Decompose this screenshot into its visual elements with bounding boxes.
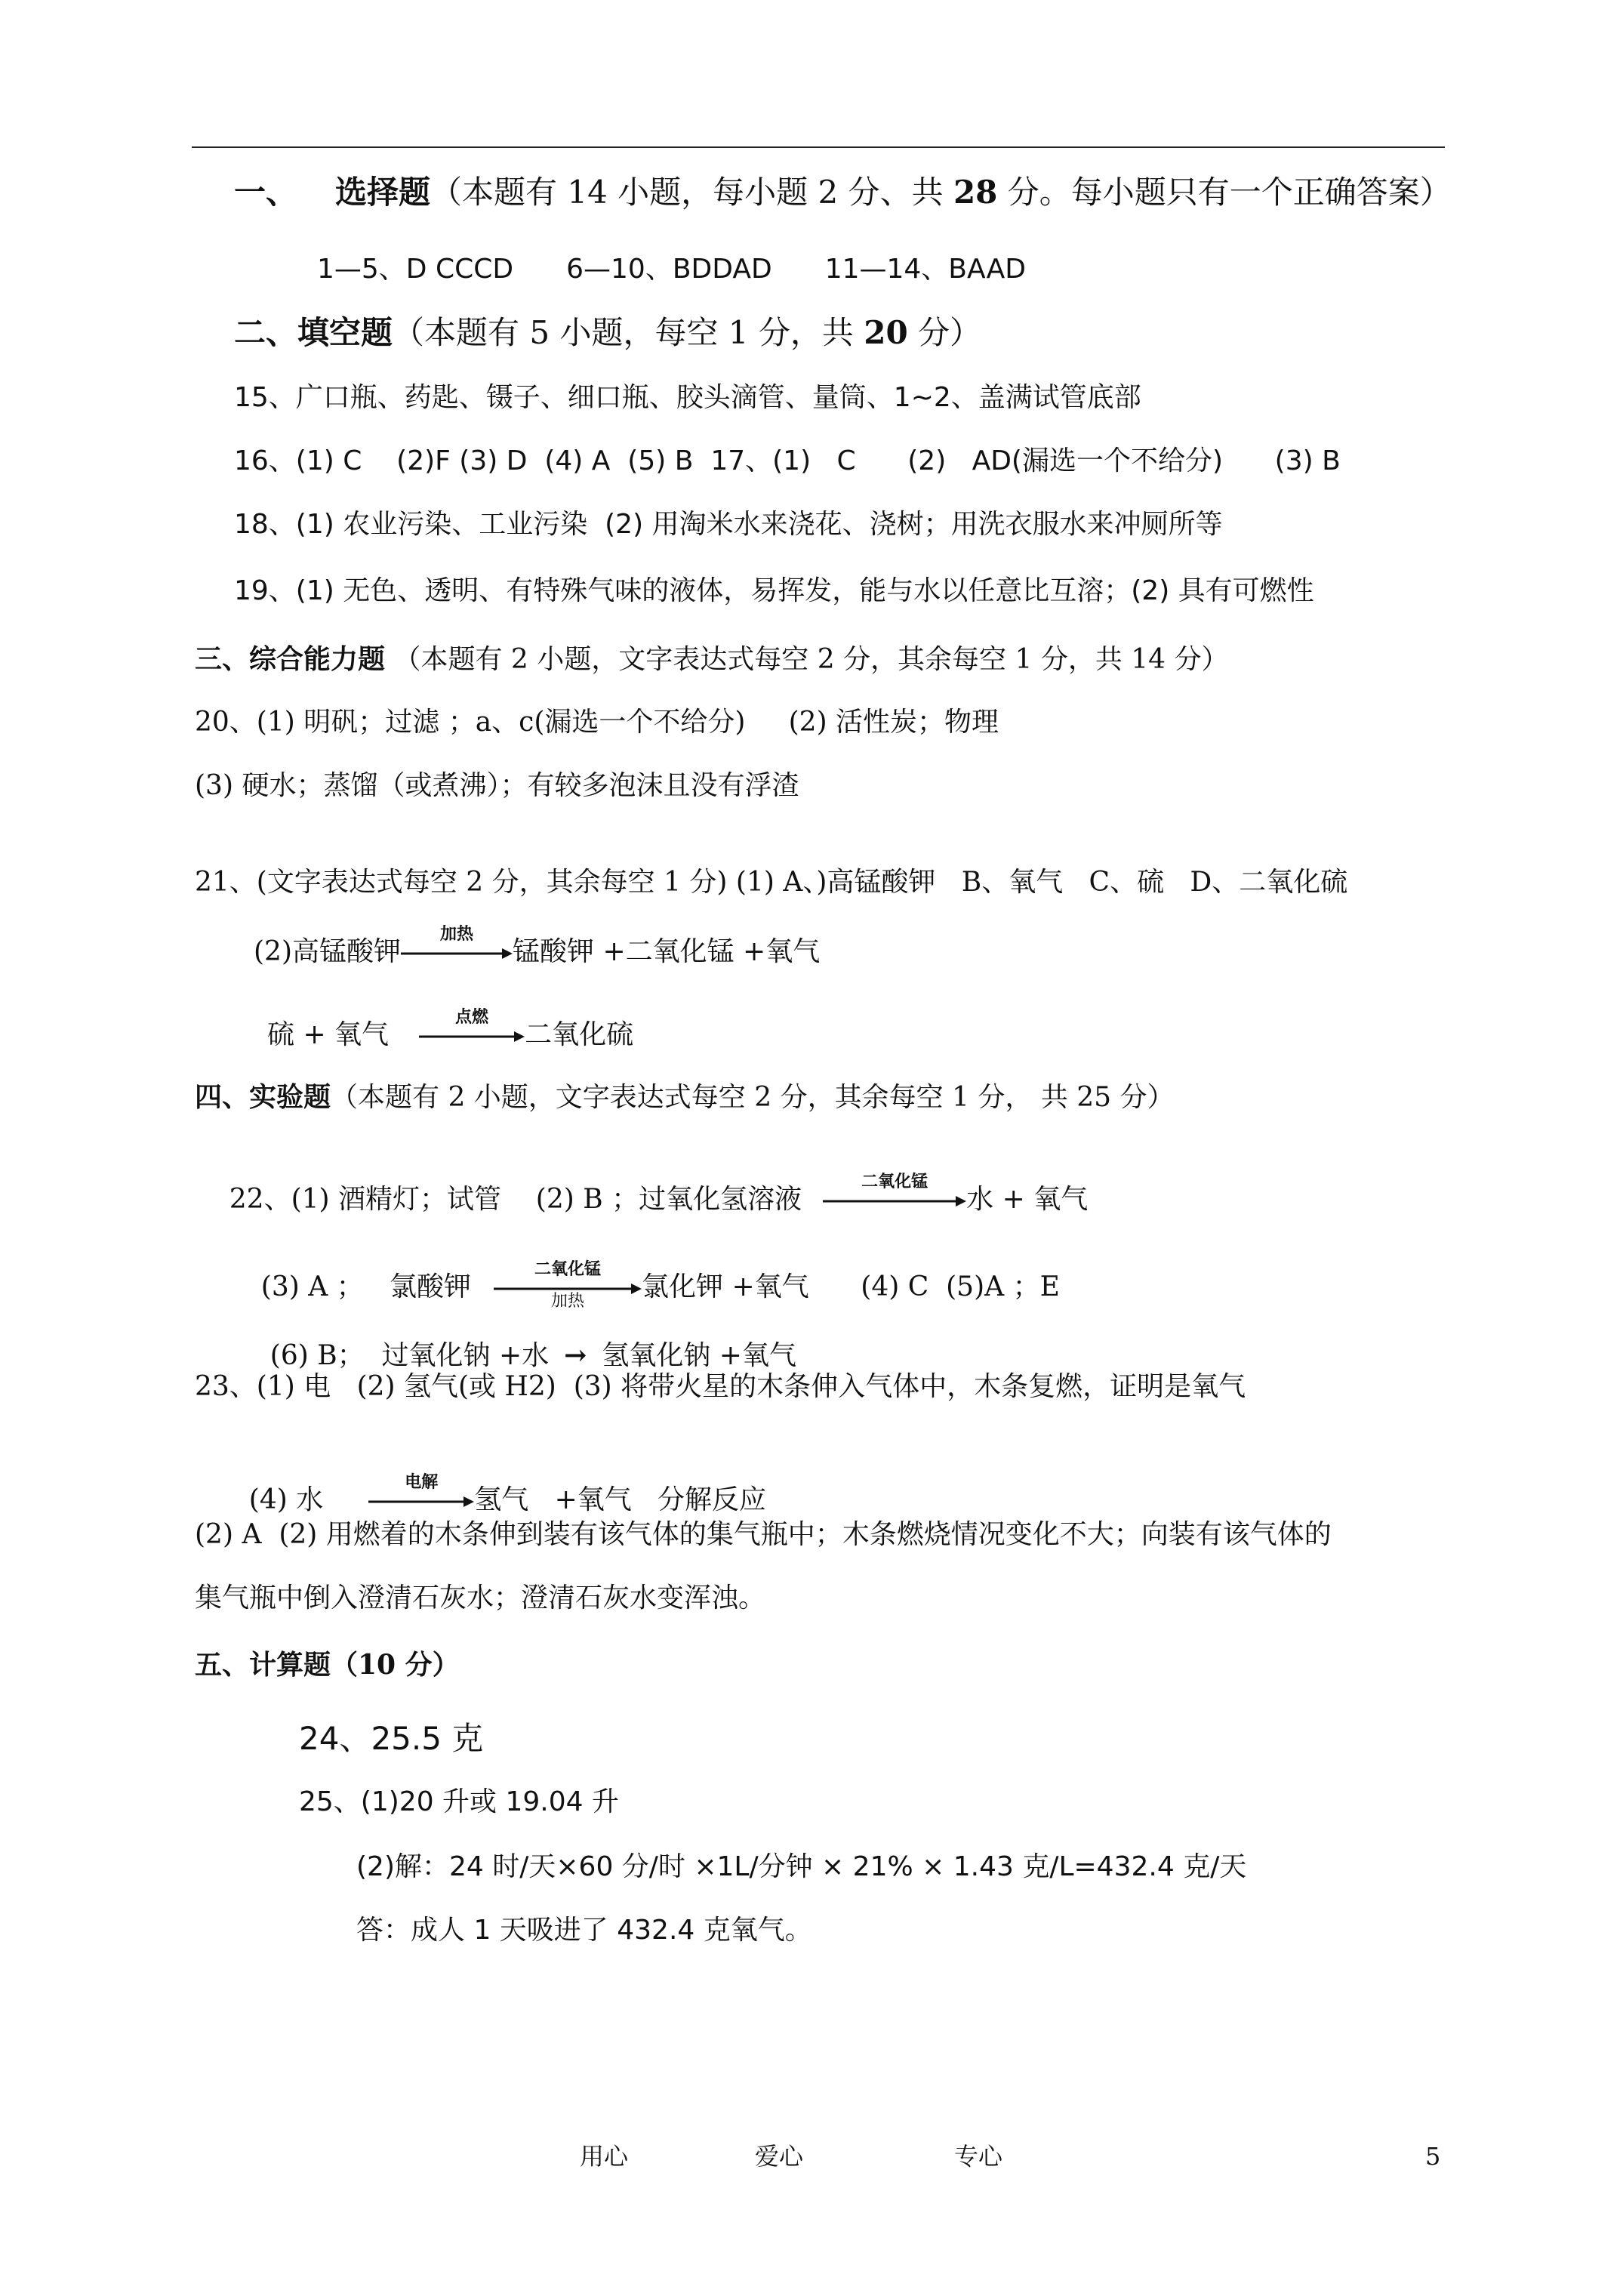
answer-q20-line2: (3) 硬水；蒸馏（或煮沸）；有较多泡沫且没有浮渣 <box>195 770 799 801</box>
arrow-icon: → <box>564 1339 587 1371</box>
answer-q18: 18、(1) 农业污染、工业污染 (2) 用淘米水来浇花、浇树；用洗衣服水来冲厕所等 <box>234 509 1223 540</box>
equation-products: 氢气 +氧气 分解反应 <box>474 1484 767 1515</box>
condition-label-bottom: 加热 <box>550 1292 584 1311</box>
answer-q15: 15、广口瓶、药匙、镊子、细口瓶、胶头滴管、量筒、1~2、盖满试管底部 <box>234 382 1141 413</box>
equation-products: 锰酸钾 +二氧化锰 +氧气 <box>513 936 821 967</box>
condition-label: 二氧化锰 <box>861 1173 929 1191</box>
section3-desc: （本题有 2 小题，文字表达式每空 2 分，其余每空 1 分，共 14 分） <box>385 644 1229 675</box>
section4-title: 四、实验题 <box>195 1081 331 1113</box>
footer-label-1: 用心 <box>580 2142 629 2171</box>
equation-products: 氯化钾 +氧气 (4) C (5)A ；E <box>642 1271 1060 1302</box>
answer-q21: 21、(文字表达式每空 2 分，其余每空 1 分) (1) A、)高锰酸钾 B、氧气 C、硫 D、二氧化硫 <box>195 867 1348 898</box>
answer-q25-line1: 25、(1)20 升或 19.04 升 <box>299 1786 620 1817</box>
answer-q16-q17: 16、(1) C (2)F (3) D (4) A (5) B 17、(1) C (2) AD(漏选一个不给分) (3) B <box>234 445 1341 476</box>
section3-heading <box>195 642 1229 677</box>
section1-score: 28 <box>953 174 998 211</box>
answer-q23-line3: (2) A (2) 用燃着的木条伸到装有该气体的集气瓶中；木条燃烧情况变化不大；向装有该气体的 <box>195 1519 1332 1550</box>
section1-desc-a: （本题有 14 小题，每小题 2 分、共 <box>430 174 953 211</box>
section2-score: 20 <box>864 314 908 351</box>
section1-answers <box>317 252 1026 287</box>
section3-title: 三、综合能力题 <box>195 643 386 675</box>
condition-label: 点燃 <box>455 1008 489 1027</box>
section1-number: 一、 <box>234 174 298 211</box>
equation-products: 二氧化硫 <box>525 1019 634 1050</box>
section1-title: 选择题 <box>335 174 431 211</box>
section2-heading <box>234 313 981 353</box>
section1-desc-b: 分。每小题只有一个正确答案） <box>997 174 1452 211</box>
condition-label: 电解 <box>405 1473 439 1492</box>
reaction-arrow <box>401 925 513 960</box>
section4-desc: （本题有 2 小题，文字表达式每空 2 分，其余每空 1 分， 共 25 分） <box>331 1082 1175 1113</box>
answer-q23-line4: 集气瓶中倒入澄清石灰水；澄清石灰水变浑浊。 <box>195 1583 766 1613</box>
answer-q25-line2: (2)解：24 时/天×60 分/时 ×1L/分钟 × 21% × 1.43 克/L=432.4 克/天 <box>356 1851 1247 1882</box>
condition-label: 加热 <box>439 925 473 944</box>
section5-heading: 五、计算题（10 分） <box>195 1649 460 1681</box>
section2-desc-a: （本题有 5 小题，每空 1 分，共 <box>393 314 864 351</box>
answer-q20-line1: 20、(1) 明矾；过滤 ；a、c(漏选一个不给分) (2) 活性炭；物理 <box>195 707 999 738</box>
answer-q25-line3: 答：成人 1 天吸进了 432.4 克氧气。 <box>356 1915 812 1946</box>
q22-text: 22、(1) 酒精灯；试管 (2) B ；过氧化氢溶液 <box>229 1184 802 1215</box>
equation-potassium-permanganate <box>254 925 821 969</box>
section2-desc-b: 分） <box>907 314 982 351</box>
answer-group-1: 1—5、D CCCD <box>317 254 514 285</box>
page-number: 5 <box>1425 2142 1441 2171</box>
reaction-arrow <box>419 1008 525 1043</box>
reaction-arrow <box>368 1473 474 1509</box>
equation-sulfur-burning <box>267 1008 634 1052</box>
answer-group-2: 6—10、BDDAD <box>566 254 772 285</box>
equation-products: 水 + 氧气 <box>966 1184 1089 1215</box>
q23-text: (4) 水 <box>248 1484 324 1515</box>
answer-q19: 19、(1) 无色、透明、有特殊气味的液体，易挥发，能与水以任意比互溶；(2) 具有可燃性 <box>234 575 1314 606</box>
answer-q23-line1: 23、(1) 电 (2) 氢气(或 H2) (3) 将带火星的木条伸入气体中，木条复燃，证明是氧气 <box>195 1371 1246 1402</box>
section1-heading <box>234 172 1452 213</box>
answer-q24: 24、25.5 克 <box>299 1720 484 1757</box>
equation-products: 氢氧化钠 +氧气 <box>602 1340 796 1371</box>
reaction-arrow <box>494 1260 642 1311</box>
answer-group-3: 11—14、BAAD <box>824 254 1026 285</box>
header-rule <box>192 146 1445 148</box>
section2-title: 二、填空题 <box>234 314 393 351</box>
section4-heading <box>195 1080 1175 1115</box>
q22-text: (6) B； 过氧化钠 +水 <box>269 1340 550 1371</box>
equation-reactant: 硫 + 氧气 <box>267 1019 390 1050</box>
q22-text: (3) A ； 氯酸钾 <box>260 1271 471 1302</box>
footer-label-3: 专心 <box>954 2142 1003 2171</box>
condition-label-top: 二氧化锰 <box>534 1260 601 1279</box>
footer-label-2: 爱心 <box>755 2142 804 2171</box>
reaction-arrow <box>823 1173 966 1208</box>
equation-reactant: (2)高锰酸钾 <box>254 936 401 967</box>
